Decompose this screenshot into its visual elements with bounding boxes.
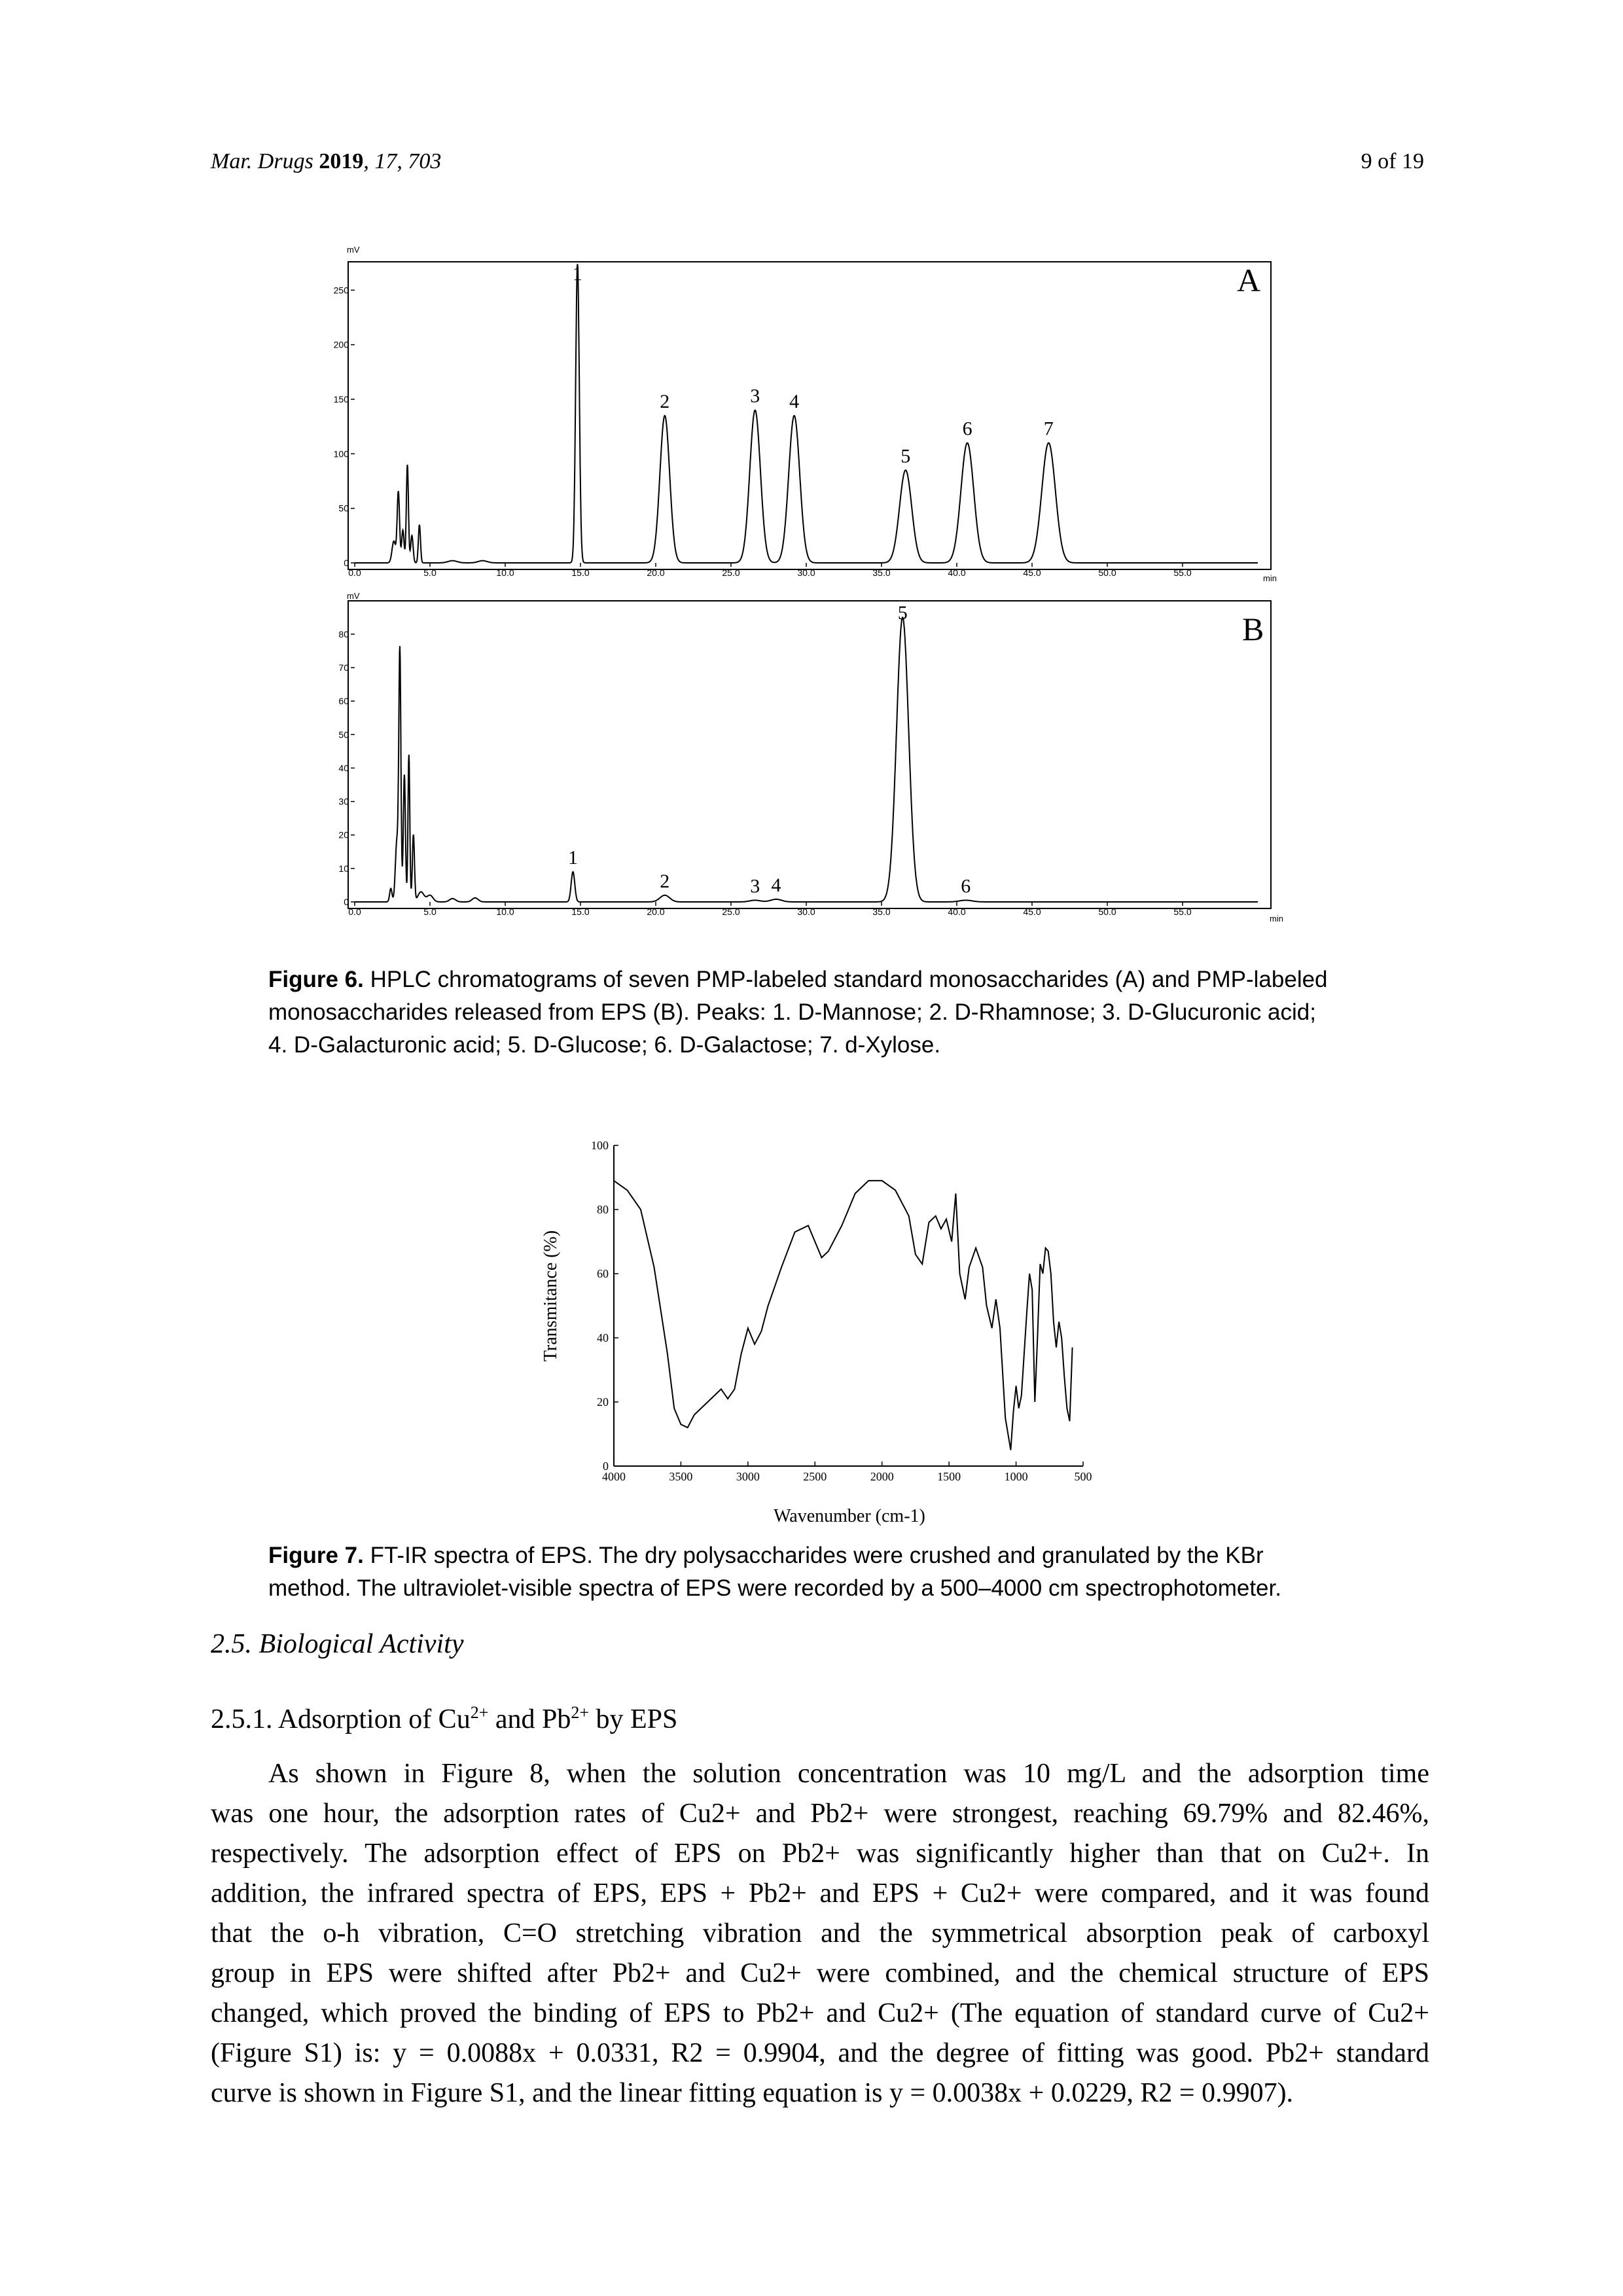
- b-ytick-label: 20: [338, 829, 349, 840]
- a-peak-label: 3: [750, 385, 760, 407]
- panel-b: [338, 591, 1283, 924]
- a-xtick-label: 25.0: [722, 567, 740, 578]
- b-peak-label: 6: [961, 875, 971, 897]
- figure7-ytick-label: 0: [603, 1460, 609, 1473]
- figure7-ytick-label: 20: [597, 1395, 609, 1408]
- panel-b-yunit: mV: [347, 591, 360, 601]
- panel-b-letter: B: [1242, 611, 1264, 647]
- a-ytick-label: 200: [333, 339, 349, 350]
- figure7-ytick-label: 80: [597, 1203, 609, 1216]
- subsection-number: 2.5.1.: [211, 1704, 273, 1734]
- a-xtick-label: 15.0: [571, 567, 590, 578]
- body-paragraph: [211, 1754, 1429, 2113]
- b-ytick-label: 40: [338, 762, 349, 774]
- body-line-7: changed, which proved the binding of EPS to Pb2+ and Cu2+ (The equation of standard curve of Cu2+: [211, 1998, 1429, 2028]
- a-xtick-label: 35.0: [872, 567, 891, 578]
- body-line-4: addition, the infrared spectra of EPS, EPS + Pb2+ and EPS + Cu2+ were compared, and it was found: [211, 1878, 1429, 1909]
- panel-a-yunit: mV: [347, 245, 360, 255]
- b-xtick-label: 15.0: [571, 906, 590, 917]
- b-xtick-label: 30.0: [797, 906, 815, 917]
- panel-b-xunit: min: [1270, 914, 1283, 924]
- b-peak-label: 2: [660, 870, 670, 892]
- figure7-caption: [268, 1539, 1374, 1605]
- journal-volume: , 17, 703: [363, 149, 442, 173]
- body-line-6: group in EPS were shifted after Pb2+ and Cu2+ were combined, and the chemical structure of EPS: [211, 1958, 1429, 1988]
- body-line-2: was one hour, the adsorption rates of Cu2+ and Pb2+ were strongest, reaching 69.79% and 82.46%,: [211, 1799, 1429, 1829]
- a-chromatogram-trace: [355, 262, 1261, 563]
- a-peak-label: 6: [962, 418, 972, 440]
- journal-name: Mar. Drugs: [211, 149, 313, 173]
- a-xtick-label: 20.0: [647, 567, 665, 578]
- b-ytick-label: 60: [338, 696, 349, 707]
- figure7-xtick-label: 2000: [870, 1470, 894, 1483]
- b-xtick-label: 40.0: [948, 906, 966, 917]
- a-xtick-label: 10.0: [496, 567, 514, 578]
- figure7-ytick-label: 100: [591, 1139, 609, 1152]
- a-peak-label: 4: [789, 391, 800, 412]
- a-xtick-label: 30.0: [797, 567, 815, 578]
- b-peak-label: 1: [568, 846, 578, 869]
- b-peak-label: 5: [897, 602, 908, 624]
- panel-a: [334, 245, 1277, 583]
- b-xtick-label: 25.0: [722, 906, 740, 917]
- figure7-ylabel: Transmitance (%): [541, 1230, 561, 1362]
- a-peak-label: 1: [572, 263, 582, 285]
- a-peak-label: 2: [660, 391, 670, 412]
- figure6-label: Figure 6.: [268, 967, 364, 992]
- panel-a-xunit: min: [1263, 573, 1277, 583]
- page-number: 9 of 19: [1361, 149, 1424, 173]
- b-ytick-label: 0: [344, 897, 349, 907]
- b-chromatogram-trace: [355, 617, 1258, 902]
- b-peak-label: 4: [771, 874, 781, 896]
- figure7-ytick-label: 60: [597, 1267, 609, 1280]
- subsection-sup2: 2+: [571, 1703, 590, 1722]
- a-xtick-label: 0.0: [348, 567, 361, 578]
- a-ytick-label: 250: [333, 285, 349, 296]
- figure7-xlabel: Wavenumber (cm-1): [774, 1506, 925, 1526]
- journal-year: 2019: [319, 149, 364, 173]
- panel-a-letter: A: [1237, 262, 1261, 298]
- figure7-ytick-label: 40: [597, 1331, 609, 1344]
- figure6-chromatograms: [321, 242, 1315, 949]
- subsection-heading: [211, 1703, 677, 1735]
- running-header: [211, 149, 441, 174]
- a-peak-label: 7: [1043, 418, 1054, 440]
- a-xtick-label: 55.0: [1173, 567, 1192, 578]
- a-ytick-label: 150: [333, 394, 349, 404]
- a-xtick-label: 40.0: [948, 567, 966, 578]
- b-xtick-label: 55.0: [1173, 906, 1192, 917]
- body-line-9: curve is shown in Figure S1, and the linear fitting equation is y = 0.0038x + 0.0229, R2 = 0.9907).: [211, 2078, 1294, 2108]
- figure7-xtick-label: 1500: [937, 1470, 961, 1483]
- body-line-3: respectively. The adsorption effect of EPS on Pb2+ was significantly higher than that on Cu2+. In: [211, 1839, 1429, 1869]
- b-xtick-label: 50.0: [1098, 906, 1116, 917]
- a-xtick-label: 5.0: [423, 567, 437, 578]
- a-xtick-label: 45.0: [1023, 567, 1041, 578]
- b-ytick-label: 80: [338, 628, 349, 639]
- figure7-xtick-label: 2500: [803, 1470, 827, 1483]
- b-ytick-label: 50: [338, 729, 349, 740]
- a-xtick-label: 50.0: [1098, 567, 1116, 578]
- figure6-caption-line2: monosaccharides released from EPS (B). Peaks: 1. D-Mannose; 2. D-Rhamnose; 3. D-Glucuronic acid;: [268, 999, 1316, 1025]
- section-number: 2.5.: [211, 1629, 252, 1659]
- figure7-xtick-label: 3000: [736, 1470, 760, 1483]
- b-xtick-label: 5.0: [423, 906, 437, 917]
- b-xtick-label: 45.0: [1023, 906, 1041, 917]
- subsection-title-mid: and Pb: [488, 1704, 571, 1734]
- subsection-title-post: by EPS: [589, 1704, 678, 1734]
- b-peak-label: 3: [750, 875, 760, 897]
- figure7-xtick-label: 3500: [669, 1470, 693, 1483]
- subsection-title-pre: Adsorption of Cu: [277, 1704, 471, 1734]
- figure6-caption-line1: HPLC chromatograms of seven PMP-labeled standard monosaccharides (A) and PMP-labeled: [363, 967, 1328, 992]
- body-line-1: As shown in Figure 8, when the solution concentration was 10 mg/L and the adsorption time: [268, 1759, 1429, 1789]
- figure7-xtick-label: 4000: [602, 1470, 626, 1483]
- subsection-sup1: 2+: [470, 1703, 489, 1722]
- figure6-caption: [268, 963, 1374, 1062]
- body-line-5: that the o-h vibration, C=O stretching vibration and the symmetrical absorption peak of carboxyl: [211, 1918, 1429, 1948]
- b-ytick-label: 30: [338, 796, 349, 807]
- figure7-label: Figure 7.: [268, 1543, 364, 1568]
- figure7-ftir: [537, 1126, 1113, 1532]
- figure7-xtick-label: 1000: [1004, 1470, 1028, 1483]
- b-xtick-label: 0.0: [348, 906, 361, 917]
- figure7-spectrum-trace: [614, 1181, 1073, 1450]
- a-ytick-label: 50: [338, 503, 349, 514]
- b-xtick-label: 10.0: [496, 906, 514, 917]
- figure6-caption-line3: 4. D-Galacturonic acid; 5. D-Glucose; 6. D-Galactose; 7. d-Xylose.: [268, 1032, 941, 1058]
- a-peak-label: 5: [901, 445, 911, 467]
- a-ytick-label: 100: [333, 448, 349, 459]
- a-ytick-label: 0: [344, 558, 349, 568]
- section-title: Biological Activity: [259, 1629, 464, 1659]
- b-ytick-label: 70: [338, 662, 349, 673]
- body-line-8: (Figure S1) is: y = 0.0088x + 0.0331, R2 = 0.9904, and the degree of fitting was good. Pb2+ standard: [211, 2038, 1429, 2068]
- section-heading: [211, 1628, 463, 1660]
- b-xtick-label: 35.0: [872, 906, 891, 917]
- figure7-xtick-label: 500: [1074, 1470, 1092, 1483]
- figure7-caption-line2: method. The ultraviolet-visible spectra of EPS were recorded by a 500–4000 cm spectrophotometer.: [268, 1575, 1281, 1601]
- b-xtick-label: 20.0: [647, 906, 665, 917]
- b-ytick-label: 10: [338, 863, 349, 874]
- figure7-caption-line1: FT-IR spectra of EPS. The dry polysaccharides were crushed and granulated by the KBr: [363, 1543, 1264, 1568]
